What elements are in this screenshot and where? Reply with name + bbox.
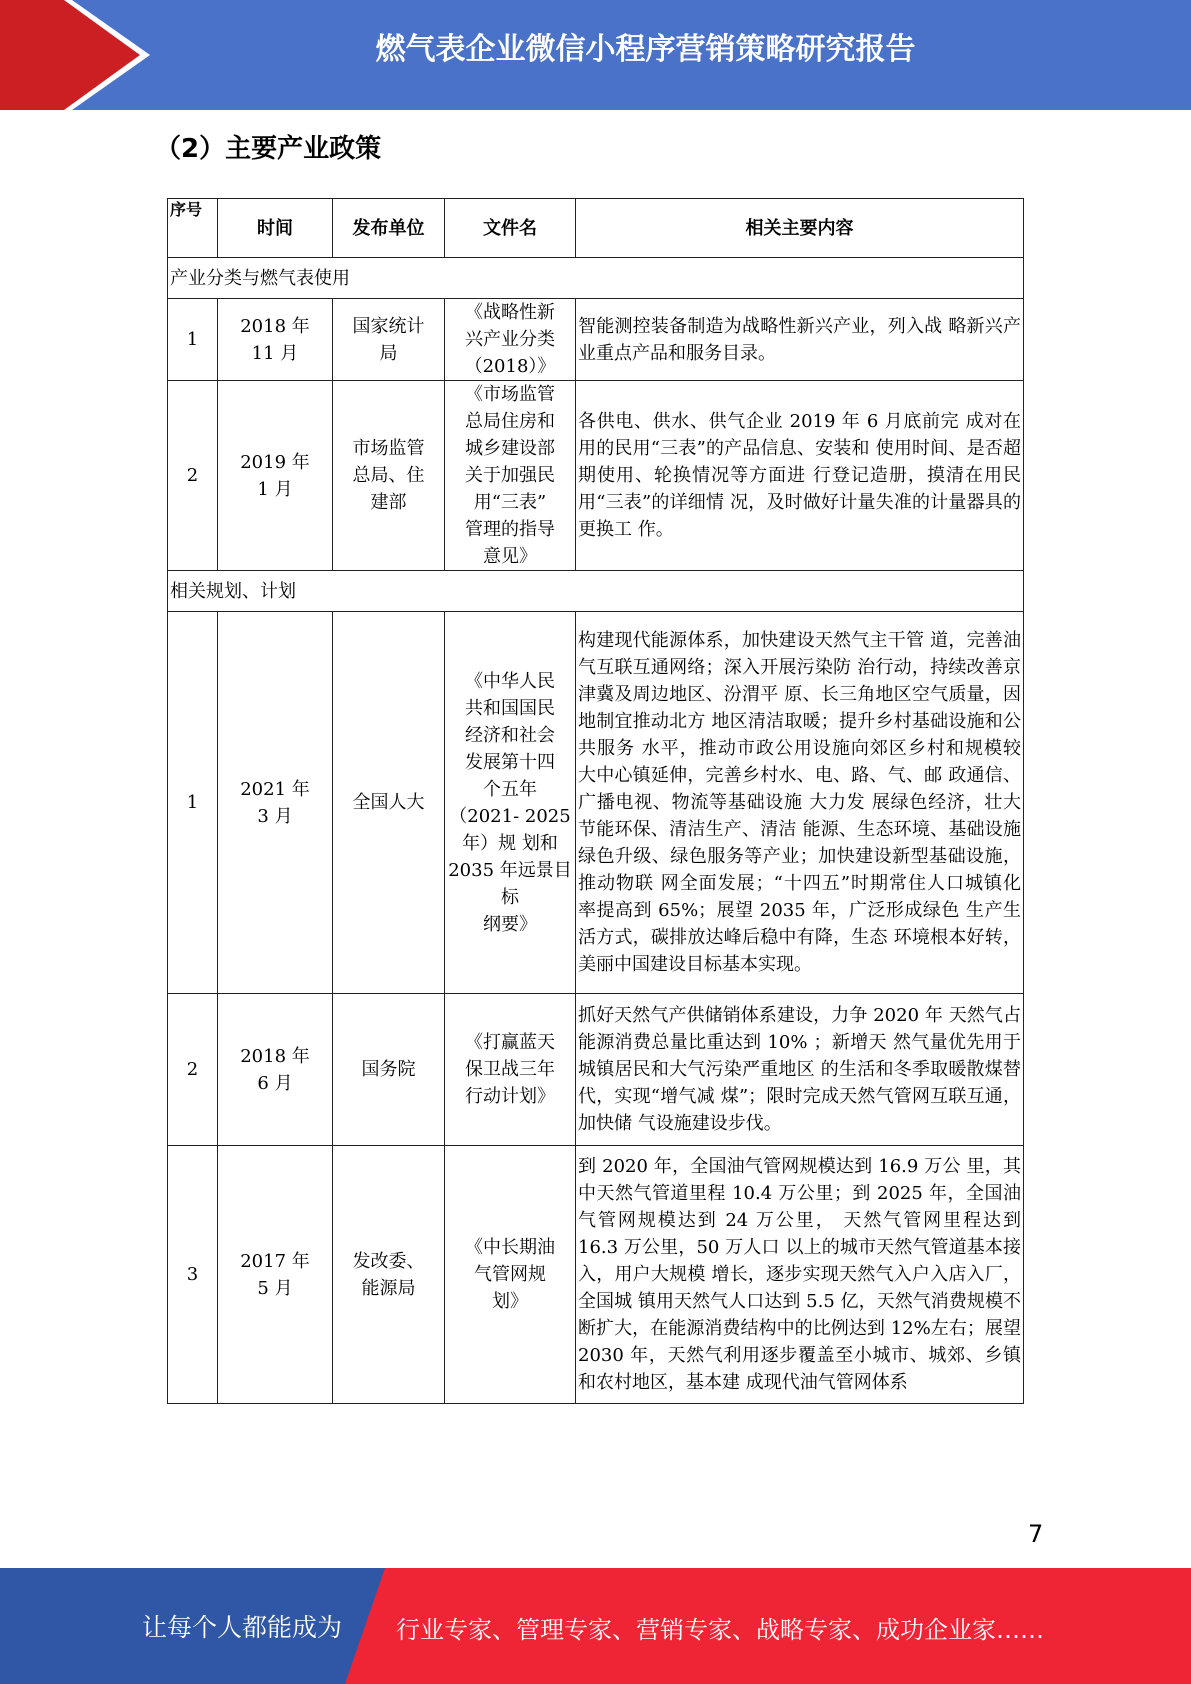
cell-content: 智能测控装备制造为战略性新兴产业，列入战 略新兴产业重点产品和服务目录。 [576, 299, 1024, 381]
cell-content: 构建现代能源体系，加快建设天然气主干管 道，完善油气互联互通网络；深入开展污染防 治行动，持续改善京津冀及周边地区、汾渭平 原、长三角地区空气质量，因地制宜推动北方 地区清洁取暖；提升乡村基础设施和公共服务 水平，推动市政公用设施向郊区乡村和规模较 大中心镇延伸，完善乡村水、电、路、气、邮 政通信、广播电视、物流等基础设施 大力发 展绿色经济，壮大节能环保、清洁生产、清洁 能源、生态环境、基础设施绿色升级、绿色服务等产业；加快建设新型基础设施，推动物联 网全面发展；“十四五”时期常住人口城镇化 率提高到 65%；展望 2035 年，广泛形成绿色 生产生活方式，碳排放达峰后稳中有降，生态 环境根本好转，美丽中国建设目标基本实现。 [576, 612, 1024, 994]
category-row [168, 571, 1024, 612]
cell-no: 2 [168, 994, 218, 1146]
cell-document: 《市场监管 总局住房和 城乡建设部 关于加强民 用“三表” 管理的指导 意见》 [445, 381, 576, 571]
cell-time: 2017 年 5 月 [218, 1146, 333, 1404]
section-title: （2）主要产业政策 [155, 134, 382, 164]
category-label: 产业分类与燃气表使用 [168, 258, 1024, 299]
cell-document: 《中华人民 共和国国民 经济和社会 发展第十四 个五年 （2021- 2025 年）规 划和 2035 年远景目 标 纲要》 [445, 612, 576, 994]
cell-no: 2 [168, 381, 218, 571]
page-number: 7 [1028, 1520, 1044, 1548]
column-header-time: 时间 [218, 199, 333, 258]
table-row [168, 612, 1024, 994]
cell-issuer: 发改委、 能源局 [333, 1146, 445, 1404]
cell-no: 3 [168, 1146, 218, 1404]
column-header-no: 序号 [168, 199, 218, 258]
cell-no: 1 [168, 299, 218, 381]
column-header-document: 文件名 [445, 199, 576, 258]
category-row [168, 258, 1024, 299]
cell-content: 到 2020 年，全国油气管网规模达到 16.9 万公 里，其中天然气管道里程 10.4 万公里；到 2025 年，全国油气管网规模达到 24 万公里， 天然气管网里程达到 16.3 万公里，50 万人口 以上的城市天然气管道基本接入，用户大规模 增长，逐步实现天然气入户入店入厂，全国城 镇用天然气人口达到 5.5 亿，天然气消费规模不断扩大，在能源消费结构中的比例达到 12%左右；展望 2030 年，天然气利用逐步覆盖至小城市、城郊、乡镇和农村地区，基本建 成现代油气管网体系 [576, 1146, 1024, 1404]
cell-issuer: 全国人大 [333, 612, 445, 994]
column-header-issuer: 发布单位 [333, 199, 445, 258]
cell-time: 2021 年 3 月 [218, 612, 333, 994]
footer-slogan-right: 行业专家、管理专家、营销专家、战略专家、成功企业家…… [396, 1616, 1044, 1644]
page-header [0, 0, 1191, 110]
cell-no: 1 [168, 612, 218, 994]
page-footer [0, 1568, 1191, 1684]
table-row [168, 994, 1024, 1146]
cell-document: 《中长期油 气管网规 划》 [445, 1146, 576, 1404]
header-chevron-red [0, 0, 140, 110]
table-row [168, 1146, 1024, 1404]
report-title: 燃气表企业微信小程序营销策略研究报告 [375, 32, 916, 67]
table-header-row [168, 199, 1024, 258]
cell-issuer: 国家统计 局 [333, 299, 445, 381]
cell-document: 《战略性新 兴产业分类 （2018）》 [445, 299, 576, 381]
cell-time: 2019 年 1 月 [218, 381, 333, 571]
category-label: 相关规划、计划 [168, 571, 1024, 612]
policy-table [167, 198, 1024, 1404]
cell-time: 2018 年 11 月 [218, 299, 333, 381]
table-row [168, 381, 1024, 571]
column-header-content: 相关主要内容 [576, 199, 1024, 258]
table-row [168, 299, 1024, 381]
cell-document: 《打赢蓝天 保卫战三年 行动计划》 [445, 994, 576, 1146]
cell-issuer: 市场监管 总局、住 建部 [333, 381, 445, 571]
footer-slogan-left: 让每个人都能成为 [142, 1613, 343, 1642]
cell-content: 抓好天然气产供储销体系建设，力争 2020 年 天然气占能源消费总量比重达到 10% ；新增天 然气量优先用于城镇居民和大气污染严重地区 的生活和冬季取暖散煤替代，实现“增气减 煤”；限时完成天然气管网互联互通，加快储 气设施建设步伐。 [576, 994, 1024, 1146]
cell-issuer: 国务院 [333, 994, 445, 1146]
cell-content: 各供电、供水、供气企业 2019 年 6 月底前完 成对在用的民用“三表”的产品信息、安装和 使用时间、是否超期使用、轮换情况等方面进 行登记造册，摸清在用民用“三表”的详细情 况，及时做好计量失准的计量器具的更换工 作。 [576, 381, 1024, 571]
cell-time: 2018 年 6 月 [218, 994, 333, 1146]
